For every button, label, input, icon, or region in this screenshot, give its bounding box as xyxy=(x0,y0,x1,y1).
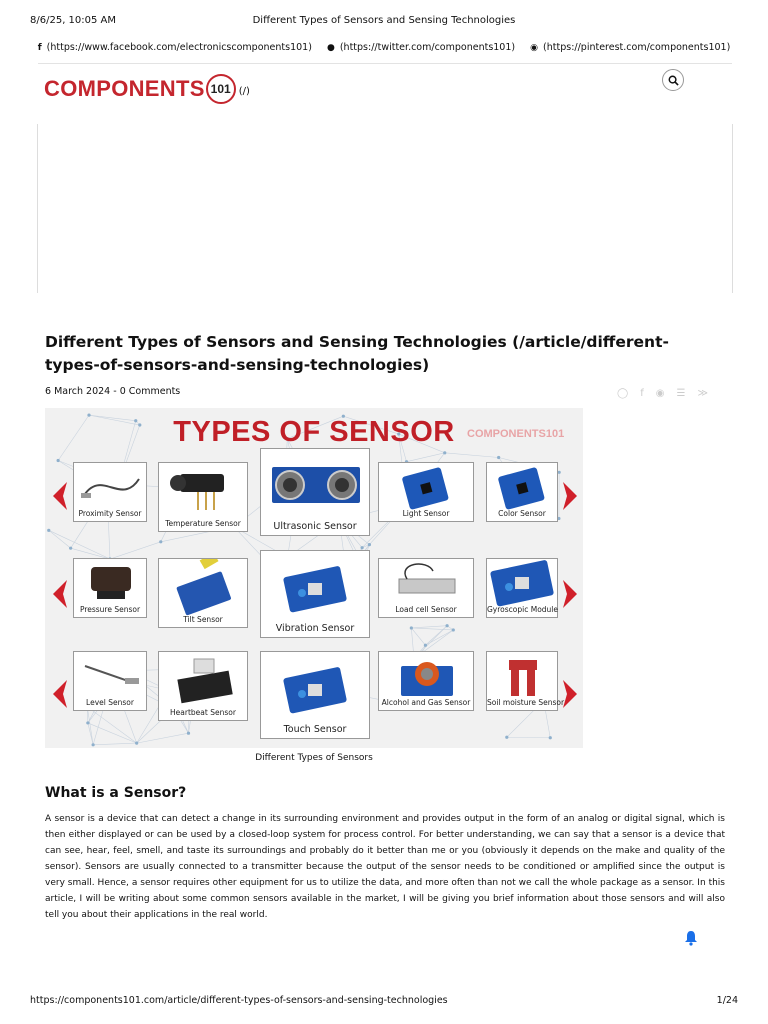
logo-link-text: (/) xyxy=(238,85,250,97)
sensor-label: Tilt Sensor xyxy=(183,615,223,624)
comments-link[interactable]: 0 Comments xyxy=(119,386,181,397)
sensor-label: Color Sensor xyxy=(498,509,546,518)
sensor-card xyxy=(378,462,474,522)
share-more-icon[interactable]: ≫ xyxy=(697,388,720,399)
nav-arrow-right-icon xyxy=(561,678,581,710)
sensor-label: Ultrasonic Sensor xyxy=(273,521,357,532)
sensor-card xyxy=(73,462,147,522)
logo-number: 101 xyxy=(206,74,236,104)
section-paragraph: A sensor is a device that can detect a change in its surrounding environment and provides output in the form of an analog or digital signal, which is then either displayed or can be used by a closed-loop system for process control. For better understanding, we can say that a sensor is a device that can see, hear, feel, smell, and taste its surroundings and probably do it better than me or you (obviously it depends on the make and quality of the sensor). Sensors are usually connected to a transmitter because the output of the sensor needs to be conditioned or amplified since the output is very small. Hence, a sensor requires other equipment for us to utilize the data, and more often than not we call the whole package as a sensor. In this article, I will be writing about some common sensors available in the market, I will be giving you brief information about those sensors and will also tell you about their applications in the real world. xyxy=(45,814,725,920)
sensor-label: Heartbeat Sensor xyxy=(170,708,236,717)
sensor-label: Touch Sensor xyxy=(283,724,347,735)
share-list-icon[interactable]: ☰ xyxy=(676,388,698,399)
article-date: 6 March 2024 xyxy=(45,386,111,397)
sensor-card xyxy=(158,462,248,532)
facebook-link[interactable]: f (https://www.facebook.com/electronicscomponents101) xyxy=(37,42,312,53)
facebook-icon: f xyxy=(37,43,42,53)
sensor-label: Gyroscopic Module xyxy=(487,605,559,614)
twitter-icon: ● xyxy=(326,43,335,53)
share-whatsapp-icon[interactable]: ◯ xyxy=(617,388,641,399)
sensor-card xyxy=(486,462,558,522)
notification-bell[interactable] xyxy=(684,930,698,950)
print-datetime: 8/6/25, 10:05 AM xyxy=(30,15,117,26)
print-page-number: 1/24 xyxy=(716,995,738,1006)
nav-arrow-left-icon xyxy=(49,578,69,610)
sensor-label: Level Sensor xyxy=(86,698,134,707)
sensor-label: Vibration Sensor xyxy=(275,623,355,634)
sensor-label: Alcohol and Gas Sensor xyxy=(381,698,471,707)
sensor-card xyxy=(486,651,565,711)
section-heading: What is a Sensor? xyxy=(45,785,187,801)
ad-placeholder xyxy=(37,124,733,293)
figure-caption: Different Types of Sensors xyxy=(255,753,373,763)
nav-arrow-right-icon xyxy=(561,578,581,610)
sensor-card xyxy=(378,558,474,618)
print-url: https://components101.com/article/different-types-of-sensors-and-sensing-technologies xyxy=(30,995,448,1006)
social-links xyxy=(0,42,768,53)
figure-title: TYPES OF SENSOR xyxy=(173,416,455,448)
pinterest-icon: ◉ xyxy=(530,43,538,53)
sensor-label: Pressure Sensor xyxy=(79,605,141,614)
figure-brand: COMPONENTS101 xyxy=(467,428,565,440)
sensor-label: Load cell Sensor xyxy=(395,605,457,614)
print-doc-title: Different Types of Sensors and Sensing Technologies xyxy=(252,15,516,26)
sensor-card xyxy=(158,558,248,628)
sensor-card xyxy=(260,448,370,536)
nav-arrow-left-icon xyxy=(49,480,69,512)
sensor-card xyxy=(486,558,558,618)
bell-icon xyxy=(684,930,698,946)
sensor-card xyxy=(260,651,370,739)
sensor-card xyxy=(260,550,370,638)
sensor-label: Soil moisture Sensor xyxy=(487,698,565,707)
nav-arrow-left-icon xyxy=(49,678,69,710)
share-icons xyxy=(617,388,720,399)
sensor-card xyxy=(73,558,147,618)
site-logo[interactable] xyxy=(44,74,250,104)
nav-arrow-right-icon xyxy=(561,480,581,512)
sensor-label: Proximity Sensor xyxy=(78,509,142,518)
article-meta: 6 March 2024 - 0 Comments xyxy=(45,386,181,397)
sensor-types-figure xyxy=(45,408,583,748)
share-facebook-icon[interactable]: f xyxy=(640,388,656,399)
header-divider xyxy=(38,63,732,64)
pinterest-link[interactable]: ◉ (https://pinterest.com/components101) xyxy=(530,42,731,53)
article-title[interactable]: Different Types of Sensors and Sensing Technologies (/article/different-types-of-sensors-and-sensing-technologies) xyxy=(45,333,669,374)
search-icon xyxy=(668,75,679,86)
sensor-card xyxy=(158,651,248,721)
share-pinterest-icon[interactable]: ◉ xyxy=(655,388,677,399)
sensor-label: Temperature Sensor xyxy=(165,519,241,528)
sensor-card xyxy=(378,651,474,711)
twitter-link[interactable]: ● (https://twitter.com/components101) xyxy=(326,42,516,53)
sensor-label: Light Sensor xyxy=(402,509,450,518)
sensor-card xyxy=(73,651,147,711)
search-button[interactable] xyxy=(662,69,684,91)
logo-wordmark: COMPONENTS xyxy=(44,76,205,101)
